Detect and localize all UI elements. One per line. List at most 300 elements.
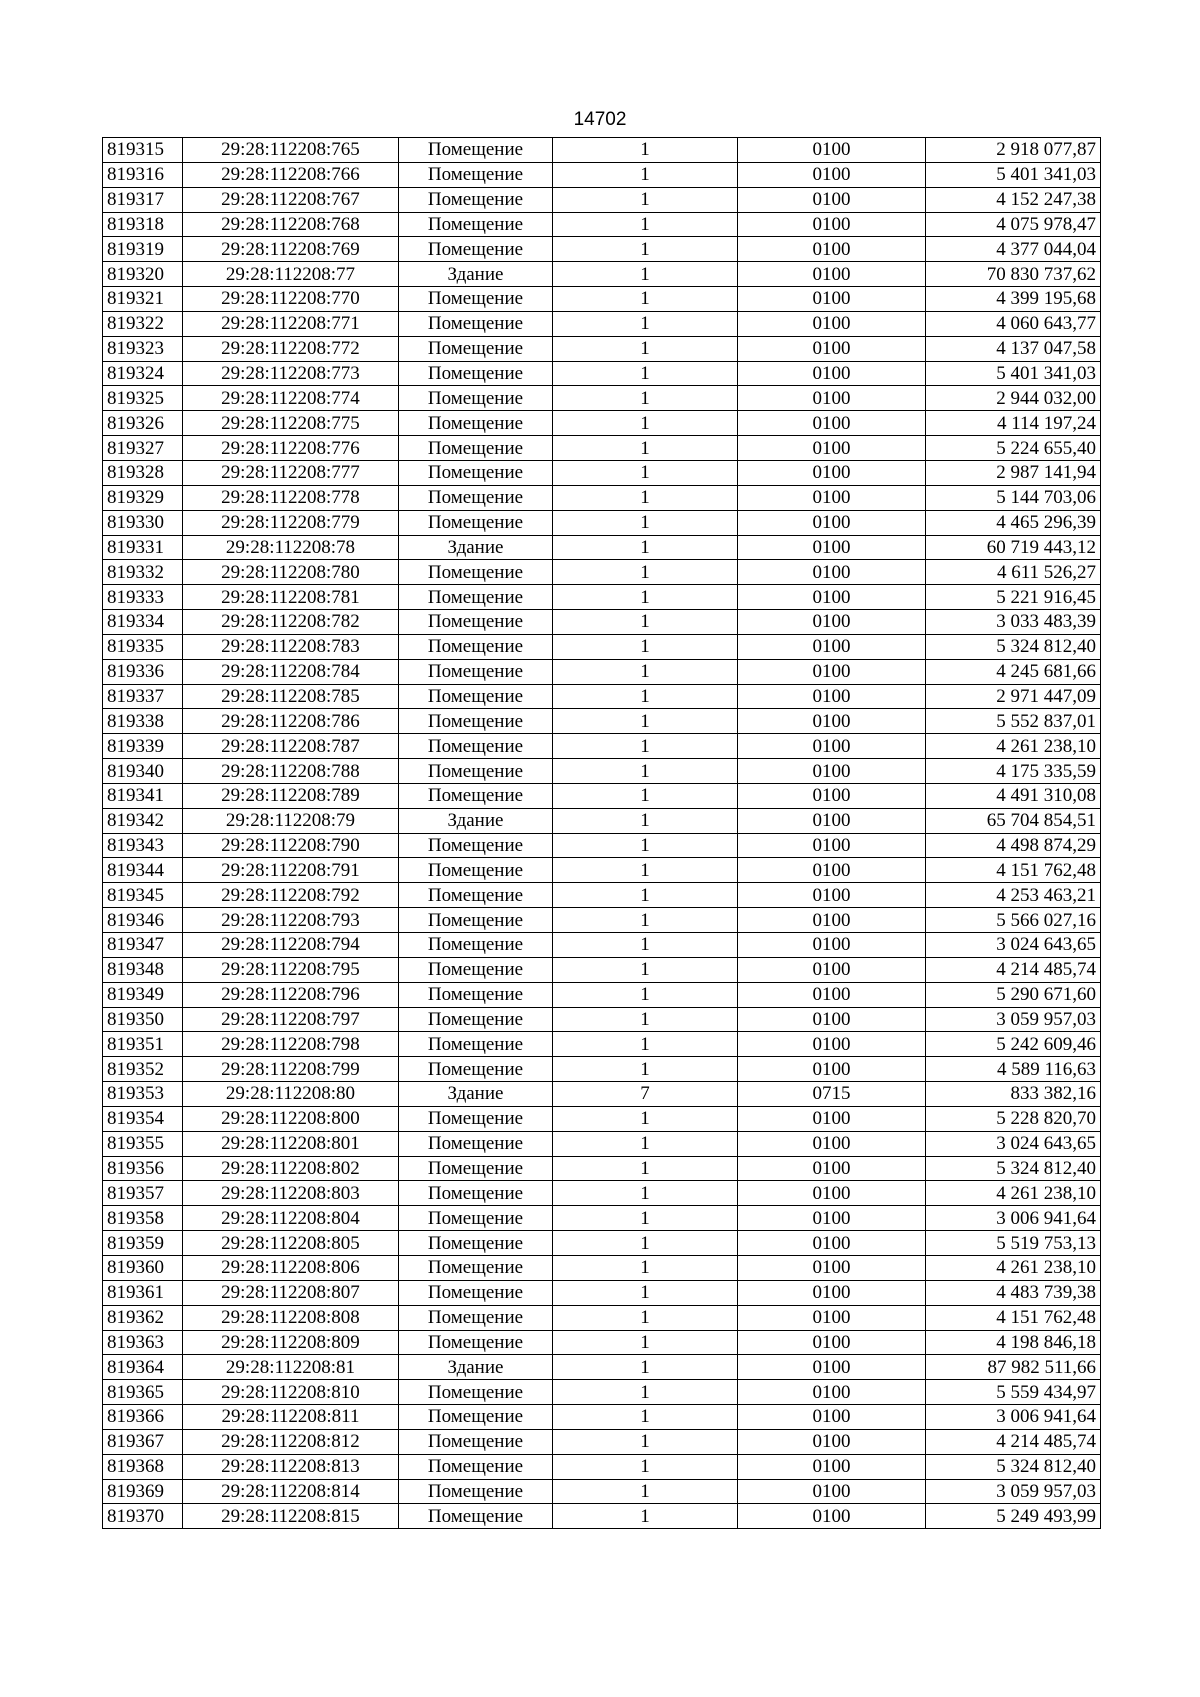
cadastral-number-cell: 29:28:112208:811 — [183, 1405, 399, 1430]
object-type-cell: Помещение — [399, 1330, 553, 1355]
registry-table-body — [103, 138, 1101, 1529]
cadastral-number-cell: 29:28:112208:807 — [183, 1280, 399, 1305]
quantity-cell: 1 — [553, 1181, 738, 1206]
quantity-cell: 1 — [553, 957, 738, 982]
category-code-cell: 0100 — [738, 734, 926, 759]
object-type-cell: Помещение — [399, 1131, 553, 1156]
cadastral-value-cell: 4 261 238,10 — [926, 1181, 1101, 1206]
table-row — [103, 1106, 1101, 1131]
table-row — [103, 709, 1101, 734]
cadastral-value-cell: 4 611 526,27 — [926, 560, 1101, 585]
quantity-cell: 1 — [553, 386, 738, 411]
category-code-cell: 0100 — [738, 659, 926, 684]
object-type-cell: Помещение — [399, 1181, 553, 1206]
object-type-cell: Помещение — [399, 1479, 553, 1504]
object-type-cell: Помещение — [399, 1106, 553, 1131]
object-type-cell: Здание — [399, 1082, 553, 1107]
cadastral-value-cell: 4 060 643,77 — [926, 311, 1101, 336]
category-code-cell: 0100 — [738, 162, 926, 187]
record-id-cell: 819323 — [103, 336, 183, 361]
object-type-cell: Помещение — [399, 1429, 553, 1454]
record-id-cell: 819355 — [103, 1131, 183, 1156]
cadastral-number-cell: 29:28:112208:797 — [183, 1007, 399, 1032]
cadastral-number-cell: 29:28:112208:775 — [183, 411, 399, 436]
object-type-cell: Помещение — [399, 1255, 553, 1280]
cadastral-value-cell: 5 401 341,03 — [926, 162, 1101, 187]
record-id-cell: 819320 — [103, 262, 183, 287]
table-row — [103, 883, 1101, 908]
category-code-cell: 0100 — [738, 311, 926, 336]
quantity-cell: 1 — [553, 287, 738, 312]
category-code-cell: 0100 — [738, 1181, 926, 1206]
table-row — [103, 460, 1101, 485]
record-id-cell: 819352 — [103, 1057, 183, 1082]
cadastral-value-cell: 4 491 310,08 — [926, 783, 1101, 808]
record-id-cell: 819354 — [103, 1106, 183, 1131]
quantity-cell: 1 — [553, 858, 738, 883]
table-row — [103, 386, 1101, 411]
category-code-cell: 0100 — [738, 1231, 926, 1256]
object-type-cell: Помещение — [399, 311, 553, 336]
cadastral-number-cell: 29:28:112208:806 — [183, 1255, 399, 1280]
object-type-cell: Здание — [399, 262, 553, 287]
cadastral-number-cell: 29:28:112208:801 — [183, 1131, 399, 1156]
cadastral-number-cell: 29:28:112208:773 — [183, 361, 399, 386]
category-code-cell: 0100 — [738, 1330, 926, 1355]
cadastral-value-cell: 3 024 643,65 — [926, 933, 1101, 958]
record-id-cell: 819329 — [103, 485, 183, 510]
cadastral-number-cell: 29:28:112208:771 — [183, 311, 399, 336]
table-row — [103, 684, 1101, 709]
table-row — [103, 659, 1101, 684]
quantity-cell: 1 — [553, 212, 738, 237]
quantity-cell: 1 — [553, 460, 738, 485]
object-type-cell: Помещение — [399, 585, 553, 610]
object-type-cell: Помещение — [399, 361, 553, 386]
object-type-cell: Помещение — [399, 287, 553, 312]
table-row — [103, 1156, 1101, 1181]
table-row — [103, 212, 1101, 237]
record-id-cell: 819317 — [103, 187, 183, 212]
quantity-cell: 1 — [553, 1007, 738, 1032]
table-row — [103, 808, 1101, 833]
cadastral-number-cell: 29:28:112208:810 — [183, 1380, 399, 1405]
table-row — [103, 411, 1101, 436]
category-code-cell: 0100 — [738, 560, 926, 585]
record-id-cell: 819326 — [103, 411, 183, 436]
quantity-cell: 1 — [553, 535, 738, 560]
table-row — [103, 1429, 1101, 1454]
object-type-cell: Помещение — [399, 1380, 553, 1405]
cadastral-number-cell: 29:28:112208:776 — [183, 436, 399, 461]
object-type-cell: Помещение — [399, 883, 553, 908]
cadastral-number-cell: 29:28:112208:781 — [183, 585, 399, 610]
category-code-cell: 0100 — [738, 783, 926, 808]
record-id-cell: 819358 — [103, 1206, 183, 1231]
object-type-cell: Помещение — [399, 237, 553, 262]
cadastral-value-cell: 4 214 485,74 — [926, 957, 1101, 982]
record-id-cell: 819356 — [103, 1156, 183, 1181]
cadastral-number-cell: 29:28:112208:788 — [183, 759, 399, 784]
category-code-cell: 0100 — [738, 1380, 926, 1405]
cadastral-value-cell: 4 075 978,47 — [926, 212, 1101, 237]
object-type-cell: Помещение — [399, 138, 553, 163]
cadastral-value-cell: 4 151 762,48 — [926, 858, 1101, 883]
quantity-cell: 1 — [553, 1330, 738, 1355]
cadastral-number-cell: 29:28:112208:784 — [183, 659, 399, 684]
cadastral-number-cell: 29:28:112208:793 — [183, 908, 399, 933]
cadastral-value-cell: 60 719 443,12 — [926, 535, 1101, 560]
record-id-cell: 819347 — [103, 933, 183, 958]
cadastral-number-cell: 29:28:112208:774 — [183, 386, 399, 411]
category-code-cell: 0100 — [738, 187, 926, 212]
object-type-cell: Помещение — [399, 610, 553, 635]
quantity-cell: 1 — [553, 411, 738, 436]
quantity-cell: 1 — [553, 1305, 738, 1330]
quantity-cell: 1 — [553, 933, 738, 958]
category-code-cell: 0100 — [738, 709, 926, 734]
category-code-cell: 0100 — [738, 237, 926, 262]
record-id-cell: 819344 — [103, 858, 183, 883]
object-type-cell: Помещение — [399, 510, 553, 535]
record-id-cell: 819339 — [103, 734, 183, 759]
record-id-cell: 819318 — [103, 212, 183, 237]
record-id-cell: 819315 — [103, 138, 183, 163]
table-row — [103, 858, 1101, 883]
cadastral-number-cell: 29:28:112208:794 — [183, 933, 399, 958]
category-code-cell: 0100 — [738, 411, 926, 436]
quantity-cell: 1 — [553, 1231, 738, 1256]
quantity-cell: 1 — [553, 833, 738, 858]
cadastral-value-cell: 4 214 485,74 — [926, 1429, 1101, 1454]
category-code-cell: 0100 — [738, 759, 926, 784]
record-id-cell: 819316 — [103, 162, 183, 187]
cadastral-value-cell: 5 401 341,03 — [926, 361, 1101, 386]
record-id-cell: 819370 — [103, 1504, 183, 1529]
category-code-cell: 0100 — [738, 1007, 926, 1032]
cadastral-number-cell: 29:28:112208:791 — [183, 858, 399, 883]
record-id-cell: 819322 — [103, 311, 183, 336]
object-type-cell: Помещение — [399, 908, 553, 933]
cadastral-value-cell: 2 971 447,09 — [926, 684, 1101, 709]
record-id-cell: 819360 — [103, 1255, 183, 1280]
cadastral-value-cell: 4 114 197,24 — [926, 411, 1101, 436]
quantity-cell: 1 — [553, 610, 738, 635]
object-type-cell: Помещение — [399, 783, 553, 808]
cadastral-number-cell: 29:28:112208:772 — [183, 336, 399, 361]
category-code-cell: 0100 — [738, 1355, 926, 1380]
category-code-cell: 0715 — [738, 1082, 926, 1107]
cadastral-value-cell: 4 198 846,18 — [926, 1330, 1101, 1355]
quantity-cell: 1 — [553, 759, 738, 784]
category-code-cell: 0100 — [738, 1106, 926, 1131]
cadastral-number-cell: 29:28:112208:804 — [183, 1206, 399, 1231]
record-id-cell: 819334 — [103, 610, 183, 635]
category-code-cell: 0100 — [738, 138, 926, 163]
object-type-cell: Помещение — [399, 957, 553, 982]
object-type-cell: Помещение — [399, 560, 553, 585]
category-code-cell: 0100 — [738, 535, 926, 560]
cadastral-value-cell: 4 175 335,59 — [926, 759, 1101, 784]
cadastral-value-cell: 2 987 141,94 — [926, 460, 1101, 485]
table-row — [103, 287, 1101, 312]
object-type-cell: Помещение — [399, 485, 553, 510]
record-id-cell: 819362 — [103, 1305, 183, 1330]
table-row — [103, 610, 1101, 635]
record-id-cell: 819363 — [103, 1330, 183, 1355]
quantity-cell: 1 — [553, 1280, 738, 1305]
object-type-cell: Помещение — [399, 684, 553, 709]
object-type-cell: Помещение — [399, 460, 553, 485]
record-id-cell: 819335 — [103, 634, 183, 659]
category-code-cell: 0100 — [738, 883, 926, 908]
object-type-cell: Помещение — [399, 1057, 553, 1082]
category-code-cell: 0100 — [738, 485, 926, 510]
quantity-cell: 1 — [553, 709, 738, 734]
cadastral-number-cell: 29:28:112208:770 — [183, 287, 399, 312]
quantity-cell: 1 — [553, 162, 738, 187]
cadastral-number-cell: 29:28:112208:767 — [183, 187, 399, 212]
table-row — [103, 1255, 1101, 1280]
record-id-cell: 819359 — [103, 1231, 183, 1256]
cadastral-value-cell: 4 151 762,48 — [926, 1305, 1101, 1330]
category-code-cell: 0100 — [738, 585, 926, 610]
table-row — [103, 1007, 1101, 1032]
cadastral-value-cell: 5 249 493,99 — [926, 1504, 1101, 1529]
table-row — [103, 1355, 1101, 1380]
cadastral-value-cell: 3 006 941,64 — [926, 1206, 1101, 1231]
object-type-cell: Помещение — [399, 1156, 553, 1181]
cadastral-value-cell: 4 137 047,58 — [926, 336, 1101, 361]
category-code-cell: 0100 — [738, 1057, 926, 1082]
object-type-cell: Помещение — [399, 1280, 553, 1305]
category-code-cell: 0100 — [738, 808, 926, 833]
object-type-cell: Помещение — [399, 982, 553, 1007]
table-row — [103, 1405, 1101, 1430]
cadastral-number-cell: 29:28:112208:765 — [183, 138, 399, 163]
object-type-cell: Помещение — [399, 1007, 553, 1032]
quantity-cell: 1 — [553, 684, 738, 709]
table-row — [103, 933, 1101, 958]
object-type-cell: Здание — [399, 535, 553, 560]
cadastral-number-cell: 29:28:112208:813 — [183, 1454, 399, 1479]
cadastral-number-cell: 29:28:112208:769 — [183, 237, 399, 262]
cadastral-value-cell: 5 242 609,46 — [926, 1032, 1101, 1057]
table-row — [103, 833, 1101, 858]
quantity-cell: 1 — [553, 659, 738, 684]
object-type-cell: Помещение — [399, 1454, 553, 1479]
record-id-cell: 819328 — [103, 460, 183, 485]
table-row — [103, 1131, 1101, 1156]
object-type-cell: Помещение — [399, 1206, 553, 1231]
cadastral-number-cell: 29:28:112208:786 — [183, 709, 399, 734]
object-type-cell: Помещение — [399, 833, 553, 858]
category-code-cell: 0100 — [738, 1280, 926, 1305]
cadastral-value-cell: 5 290 671,60 — [926, 982, 1101, 1007]
quantity-cell: 1 — [553, 734, 738, 759]
category-code-cell: 0100 — [738, 1454, 926, 1479]
table-row — [103, 734, 1101, 759]
cadastral-number-cell: 29:28:112208:805 — [183, 1231, 399, 1256]
object-type-cell: Помещение — [399, 659, 553, 684]
quantity-cell: 1 — [553, 361, 738, 386]
category-code-cell: 0100 — [738, 436, 926, 461]
record-id-cell: 819337 — [103, 684, 183, 709]
quantity-cell: 1 — [553, 1057, 738, 1082]
table-row — [103, 361, 1101, 386]
cadastral-number-cell: 29:28:112208:799 — [183, 1057, 399, 1082]
record-id-cell: 819368 — [103, 1454, 183, 1479]
record-id-cell: 819324 — [103, 361, 183, 386]
cadastral-number-cell: 29:28:112208:815 — [183, 1504, 399, 1529]
object-type-cell: Помещение — [399, 336, 553, 361]
table-row — [103, 1032, 1101, 1057]
cadastral-value-cell: 4 498 874,29 — [926, 833, 1101, 858]
category-code-cell: 0100 — [738, 262, 926, 287]
object-type-cell: Помещение — [399, 933, 553, 958]
record-id-cell: 819351 — [103, 1032, 183, 1057]
table-row — [103, 1479, 1101, 1504]
quantity-cell: 1 — [553, 1479, 738, 1504]
category-code-cell: 0100 — [738, 957, 926, 982]
quantity-cell: 1 — [553, 808, 738, 833]
cadastral-number-cell: 29:28:112208:812 — [183, 1429, 399, 1454]
record-id-cell: 819342 — [103, 808, 183, 833]
registry-table — [102, 137, 1101, 1529]
cadastral-value-cell: 4 261 238,10 — [926, 734, 1101, 759]
table-row — [103, 1380, 1101, 1405]
cadastral-number-cell: 29:28:112208:809 — [183, 1330, 399, 1355]
record-id-cell: 819336 — [103, 659, 183, 684]
table-row — [103, 535, 1101, 560]
cadastral-number-cell: 29:28:112208:79 — [183, 808, 399, 833]
cadastral-number-cell: 29:28:112208:803 — [183, 1181, 399, 1206]
category-code-cell: 0100 — [738, 1156, 926, 1181]
cadastral-number-cell: 29:28:112208:787 — [183, 734, 399, 759]
table-row — [103, 982, 1101, 1007]
cadastral-value-cell: 2 918 077,87 — [926, 138, 1101, 163]
record-id-cell: 819350 — [103, 1007, 183, 1032]
quantity-cell: 1 — [553, 1380, 738, 1405]
table-row — [103, 1206, 1101, 1231]
category-code-cell: 0100 — [738, 982, 926, 1007]
table-row — [103, 237, 1101, 262]
table-row — [103, 1280, 1101, 1305]
cadastral-number-cell: 29:28:112208:802 — [183, 1156, 399, 1181]
quantity-cell: 1 — [553, 1206, 738, 1231]
record-id-cell: 819361 — [103, 1280, 183, 1305]
quantity-cell: 1 — [553, 262, 738, 287]
category-code-cell: 0100 — [738, 634, 926, 659]
object-type-cell: Здание — [399, 1355, 553, 1380]
quantity-cell: 1 — [553, 1131, 738, 1156]
quantity-cell: 1 — [553, 1355, 738, 1380]
cadastral-value-cell: 5 324 812,40 — [926, 1156, 1101, 1181]
object-type-cell: Помещение — [399, 709, 553, 734]
quantity-cell: 1 — [553, 1156, 738, 1181]
table-row — [103, 510, 1101, 535]
cadastral-number-cell: 29:28:112208:80 — [183, 1082, 399, 1107]
cadastral-value-cell: 4 245 681,66 — [926, 659, 1101, 684]
table-row — [103, 585, 1101, 610]
cadastral-number-cell: 29:28:112208:814 — [183, 1479, 399, 1504]
cadastral-value-cell: 3 059 957,03 — [926, 1007, 1101, 1032]
object-type-cell: Помещение — [399, 1504, 553, 1529]
object-type-cell: Помещение — [399, 1305, 553, 1330]
cadastral-number-cell: 29:28:112208:768 — [183, 212, 399, 237]
table-row — [103, 1504, 1101, 1529]
quantity-cell: 1 — [553, 311, 738, 336]
cadastral-number-cell: 29:28:112208:780 — [183, 560, 399, 585]
object-type-cell: Помещение — [399, 411, 553, 436]
object-type-cell: Помещение — [399, 858, 553, 883]
cadastral-number-cell: 29:28:112208:798 — [183, 1032, 399, 1057]
table-row — [103, 187, 1101, 212]
cadastral-value-cell: 4 399 195,68 — [926, 287, 1101, 312]
record-id-cell: 819332 — [103, 560, 183, 585]
table-row — [103, 485, 1101, 510]
category-code-cell: 0100 — [738, 1479, 926, 1504]
object-type-cell: Помещение — [399, 386, 553, 411]
cadastral-value-cell: 4 589 116,63 — [926, 1057, 1101, 1082]
cadastral-value-cell: 2 944 032,00 — [926, 386, 1101, 411]
table-row — [103, 336, 1101, 361]
record-id-cell: 819319 — [103, 237, 183, 262]
category-code-cell: 0100 — [738, 1032, 926, 1057]
cadastral-value-cell: 4 152 247,38 — [926, 187, 1101, 212]
record-id-cell: 819343 — [103, 833, 183, 858]
category-code-cell: 0100 — [738, 1131, 926, 1156]
record-id-cell: 819366 — [103, 1405, 183, 1430]
record-id-cell: 819367 — [103, 1429, 183, 1454]
object-type-cell: Помещение — [399, 1405, 553, 1430]
category-code-cell: 0100 — [738, 386, 926, 411]
quantity-cell: 1 — [553, 908, 738, 933]
cadastral-number-cell: 29:28:112208:81 — [183, 1355, 399, 1380]
cadastral-number-cell: 29:28:112208:766 — [183, 162, 399, 187]
table-row — [103, 783, 1101, 808]
category-code-cell: 0100 — [738, 858, 926, 883]
record-id-cell: 819349 — [103, 982, 183, 1007]
object-type-cell: Здание — [399, 808, 553, 833]
cadastral-value-cell: 833 382,16 — [926, 1082, 1101, 1107]
object-type-cell: Помещение — [399, 162, 553, 187]
record-id-cell: 819341 — [103, 783, 183, 808]
category-code-cell: 0100 — [738, 908, 926, 933]
category-code-cell: 0100 — [738, 1504, 926, 1529]
quantity-cell: 1 — [553, 634, 738, 659]
cadastral-value-cell: 5 519 753,13 — [926, 1231, 1101, 1256]
record-id-cell: 819325 — [103, 386, 183, 411]
category-code-cell: 0100 — [738, 933, 926, 958]
cadastral-number-cell: 29:28:112208:808 — [183, 1305, 399, 1330]
table-row — [103, 908, 1101, 933]
record-id-cell: 819330 — [103, 510, 183, 535]
cadastral-number-cell: 29:28:112208:785 — [183, 684, 399, 709]
table-row — [103, 436, 1101, 461]
quantity-cell: 1 — [553, 485, 738, 510]
cadastral-value-cell: 5 566 027,16 — [926, 908, 1101, 933]
object-type-cell: Помещение — [399, 1231, 553, 1256]
record-id-cell: 819331 — [103, 535, 183, 560]
table-row — [103, 311, 1101, 336]
object-type-cell: Помещение — [399, 1032, 553, 1057]
category-code-cell: 0100 — [738, 610, 926, 635]
quantity-cell: 1 — [553, 560, 738, 585]
cadastral-number-cell: 29:28:112208:777 — [183, 460, 399, 485]
cadastral-number-cell: 29:28:112208:790 — [183, 833, 399, 858]
table-row — [103, 1231, 1101, 1256]
